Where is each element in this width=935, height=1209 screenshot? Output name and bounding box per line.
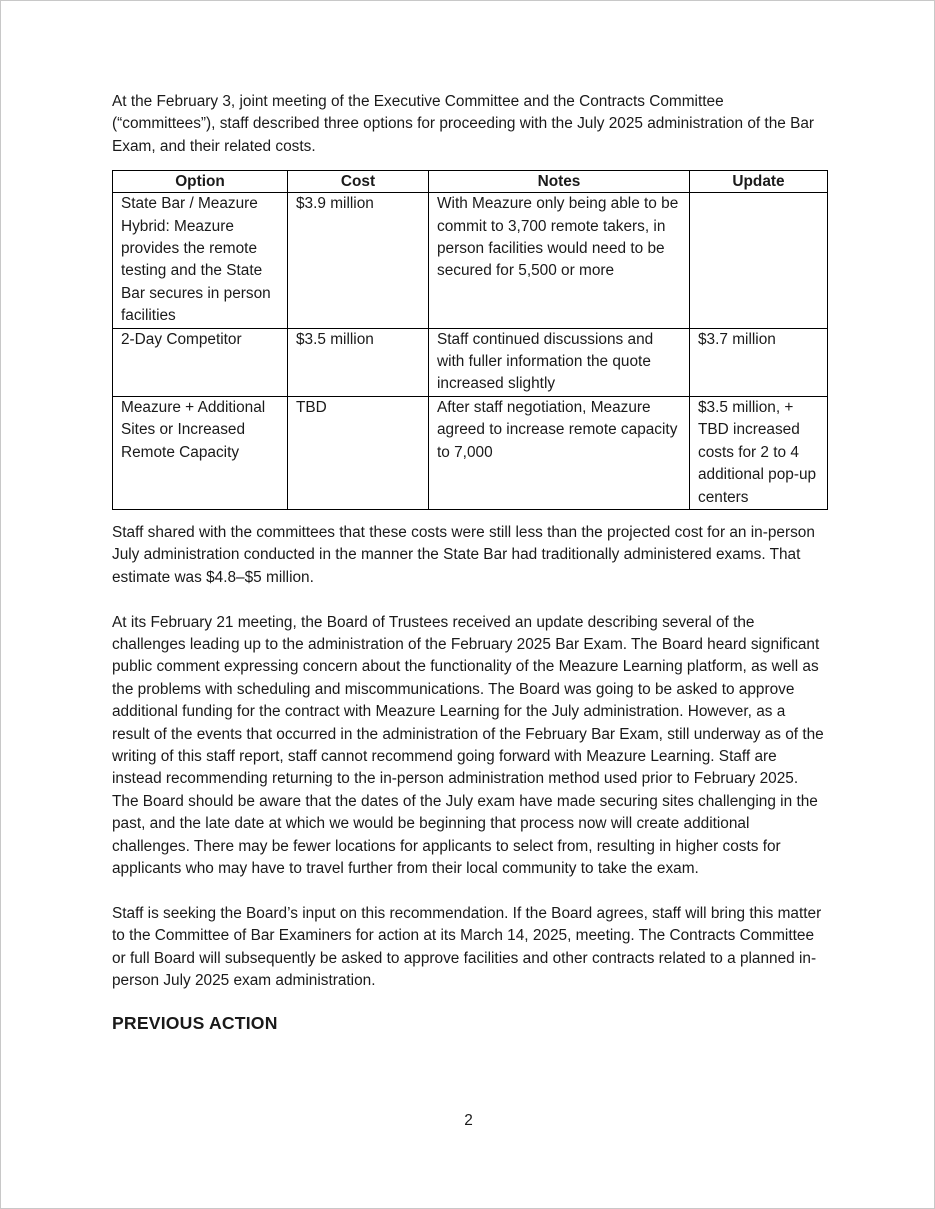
header-option: Option (113, 171, 288, 193)
cell-option: State Bar / Meazure Hybrid: Meazure provides the remote testing and the State Bar secures in person facilities (113, 193, 288, 328)
section-heading: PREVIOUS ACTION (112, 1013, 278, 1034)
table-row (113, 328, 828, 396)
cell-update (690, 193, 828, 328)
cell-cost: $3.5 million (288, 328, 429, 396)
board-update-paragraph: At its February 21 meeting, the Board of Trustees received an update describing several of the challenges leading up to the administration of the February 2025 Bar Exam. The Board heard significant public comment expressing concern about the functionality of the Meazure Learning platform, as well as the problems with scheduling and miscommunications. The Board was going to be asked to approve additional funding for the contract with Meazure Learning for the July administration. However, as a result of the events that occurred in the administration of the February Bar Exam, still underway as of the writing of this staff report, staff cannot recommend going forward with Meazure Learning. Staff are instead recommending returning to the in-person administration method used prior to February 2025. The Board should be aware that the dates of the July exam have made securing sites challenging in the past, and the late date at which we would be beginning that process now will create additional challenges. There may be fewer locations for applicants to select from, resulting in higher costs for applicants who may have to travel further from their local community to take the exam. (112, 613, 824, 877)
cell-cost: TBD (288, 396, 429, 509)
table-row (113, 193, 828, 328)
recommendation-paragraph: Staff is seeking the Board’s input on this recommendation. If the Board agrees, staff will bring this matter to the Committee of Bar Examiners for action at its March 14, 2025, meeting. The Contracts Committee or full Board will subsequently be asked to approve facilities and other contracts related to a planned in-person July 2025 exam administration. (112, 904, 822, 989)
cell-update: $3.7 million (690, 328, 828, 396)
table-row (113, 396, 828, 509)
table-header-row (113, 171, 828, 193)
page-content (112, 91, 827, 1035)
cell-update: $3.5 million, + TBD increased costs for 2 to 4 additional pop-up centers (690, 396, 828, 509)
options-table (112, 170, 828, 510)
cell-notes: After staff negotiation, Meazure agreed to increase remote capacity to 7,000 (429, 396, 690, 509)
header-cost: Cost (288, 171, 429, 193)
cell-option: 2-Day Competitor (113, 328, 288, 396)
cell-notes: With Meazure only being able to be commit to 3,700 remote takers, in person facilities would need to be secured for 5,500 or more (429, 193, 690, 328)
header-notes: Notes (429, 171, 690, 193)
header-update: Update (690, 171, 828, 193)
costs-paragraph: Staff shared with the committees that these costs were still less than the projected cost for an in-person July administration conducted in the manner the State Bar had traditionally administered exams. That estimate was $4.8–$5 million. (112, 523, 815, 586)
cell-cost: $3.9 million (288, 193, 429, 328)
cell-notes: Staff continued discussions and with fuller information the quote increased slightly (429, 328, 690, 396)
intro-paragraph: At the February 3, joint meeting of the Executive Committee and the Contracts Committee (“committees”), staff described three options for proceeding with the July 2025 administration of the Bar Exam, and their related costs. (112, 93, 815, 155)
cell-option: Meazure + Additional Sites or Increased Remote Capacity (113, 396, 288, 509)
page-number: 2 (464, 1112, 473, 1129)
